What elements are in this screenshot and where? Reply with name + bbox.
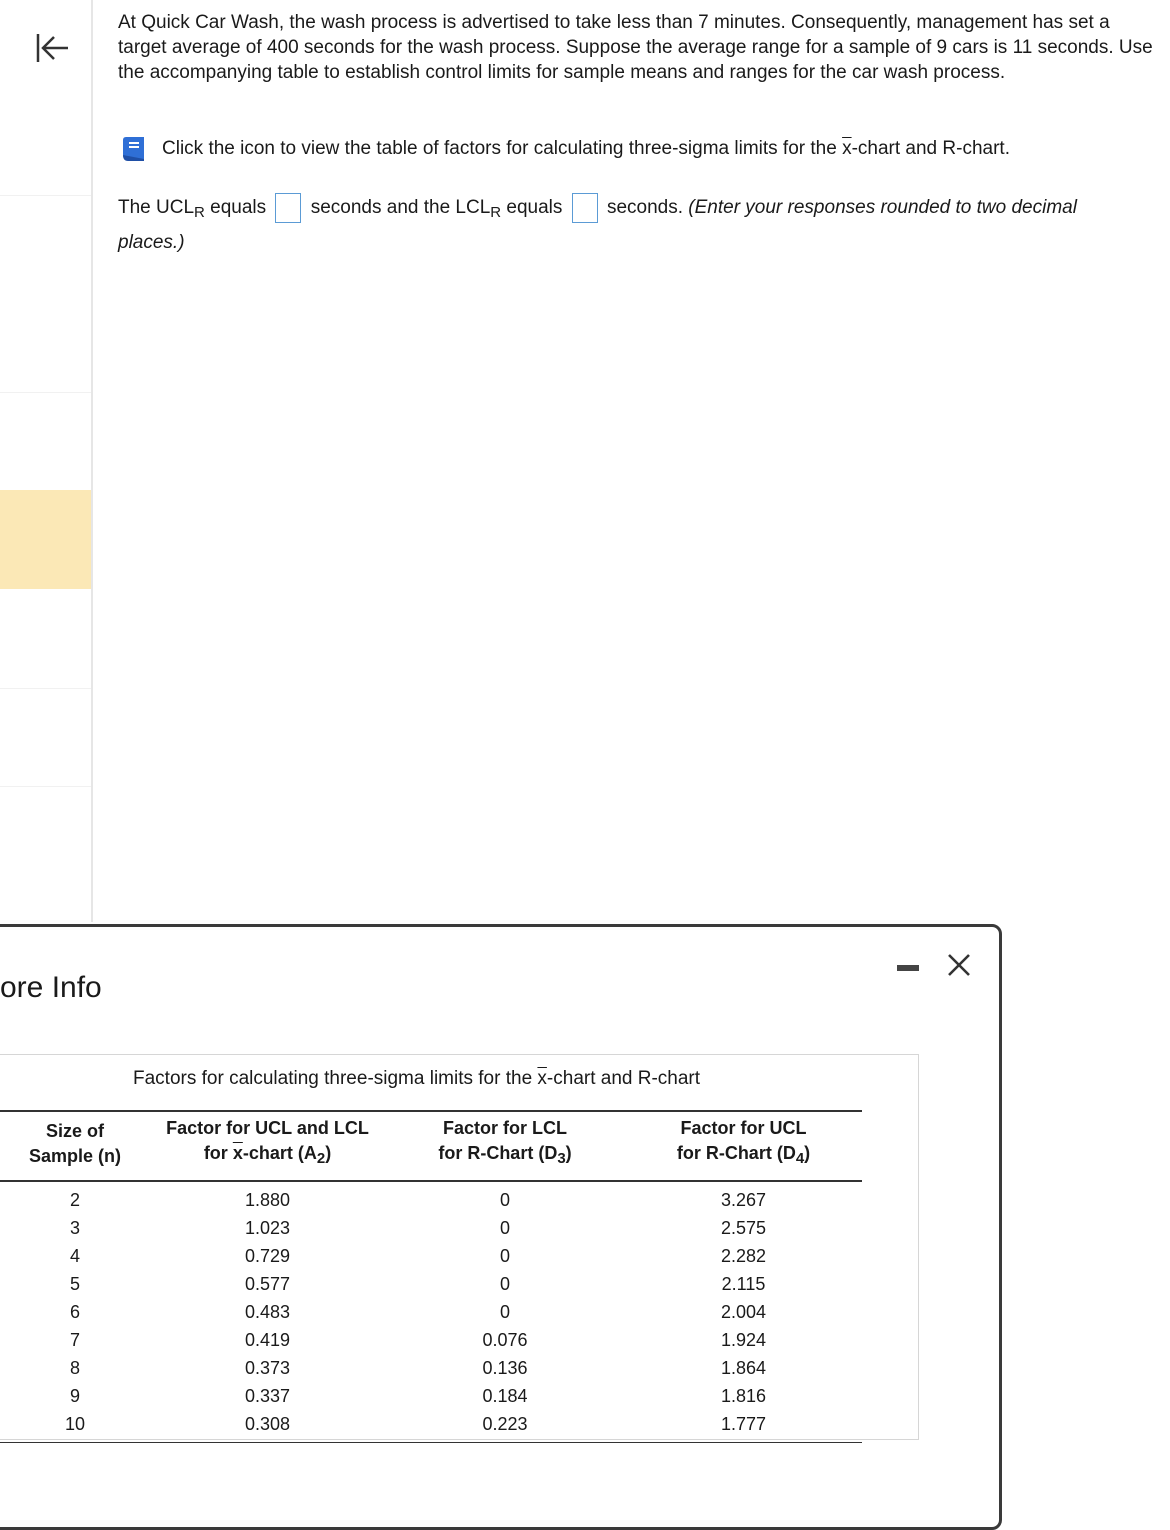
table-row <box>0 1181 862 1214</box>
rail-divider <box>0 786 91 787</box>
cell-sample-size: 6 <box>69 1302 80 1322</box>
table-row <box>0 1354 862 1382</box>
cell-d3: 0 <box>499 1302 510 1322</box>
cell-sample-size: 2 <box>69 1190 80 1210</box>
cell-a2: 0.373 <box>244 1358 291 1378</box>
table-row <box>0 1326 862 1354</box>
table-caption: Factors for calculating three-sigma limits for the $\overline{x}$-chart and R-chart <box>133 1068 701 1089</box>
table-row <box>0 1242 862 1270</box>
question-block <box>118 10 1158 85</box>
cell-d4: 2.575 <box>720 1218 767 1238</box>
cell-d4: 1.864 <box>720 1358 767 1378</box>
cell-d4: 3.267 <box>720 1190 767 1210</box>
rail-divider <box>0 195 91 196</box>
cell-d3: 0 <box>499 1190 510 1210</box>
cell-d3: 0.136 <box>482 1358 528 1378</box>
lcl-r-input[interactable] <box>572 193 598 223</box>
cell-d3: 0.223 <box>385 1410 625 1443</box>
collapse-left-icon[interactable] <box>34 30 70 66</box>
cell-d4: 2.115 <box>721 1274 766 1294</box>
cell-a2: 1.023 <box>244 1218 291 1238</box>
header-d3: Factor for LCL for R-Chart $(D_3)$ <box>385 1111 625 1181</box>
table-row <box>0 1298 862 1326</box>
factors-table <box>0 1110 862 1443</box>
cell-d4: 1.924 <box>720 1330 767 1350</box>
table-header-row <box>0 1111 862 1181</box>
cell-a2: 0.483 <box>244 1302 291 1322</box>
cell-d3: 0 <box>499 1246 510 1266</box>
cell-d4: 1.777 <box>625 1410 862 1443</box>
cell-d4: 1.816 <box>720 1386 767 1406</box>
minimize-icon[interactable] <box>897 965 919 971</box>
cell-a2: 1.880 <box>244 1190 291 1210</box>
book-icon[interactable] <box>118 134 148 164</box>
cell-sample-size: 4 <box>69 1246 80 1266</box>
cell-d4: 2.004 <box>720 1302 767 1322</box>
cell-sample-size: 9 <box>69 1386 80 1406</box>
cell-sample-size: 8 <box>69 1358 80 1378</box>
reference-row <box>118 134 1010 164</box>
rail-divider <box>0 688 91 689</box>
cell-a2: 0.419 <box>244 1330 291 1350</box>
reference-text[interactable]: Click the icon to view the table of factors for calculating three-sigma limits for the $\overline{x}$-chart and R-chart. <box>162 138 1010 159</box>
cell-sample-size: 3 <box>69 1218 80 1238</box>
header-sample-size: Size of Sample (n) <box>0 1111 150 1181</box>
table-row <box>0 1382 862 1410</box>
table-row <box>0 1410 862 1443</box>
cell-a2: 0.308 <box>150 1410 385 1443</box>
header-a2: Factor for UCL and LCL for $\overline{x}$-chart $(A_2)$ <box>150 1111 385 1181</box>
popup-title: ore Info <box>0 971 102 1004</box>
answer-instruction: (Enter your responses rounded to two decimal places.) <box>118 197 1077 254</box>
cell-sample-size: 5 <box>69 1274 80 1294</box>
table-row <box>0 1214 862 1242</box>
cell-d4: 2.282 <box>720 1246 767 1266</box>
ucl-r-input[interactable] <box>275 193 301 223</box>
cell-d3: 0 <box>499 1218 510 1238</box>
cell-a2: 0.577 <box>244 1274 291 1294</box>
cell-d3: 0 <box>499 1274 510 1294</box>
cell-d3: 0.184 <box>482 1386 528 1406</box>
cell-a2: 0.729 <box>244 1246 291 1266</box>
cell-a2: 0.337 <box>244 1386 291 1406</box>
cell-sample-size: 10 <box>0 1410 150 1443</box>
rail-highlight-item[interactable] <box>0 490 91 589</box>
close-icon[interactable] <box>946 950 972 980</box>
rail-divider <box>0 392 91 393</box>
table-row <box>0 1270 862 1298</box>
header-d4: Factor for UCL for R-Chart $(D_4)$ <box>625 1111 862 1181</box>
cell-sample-size: 7 <box>69 1330 80 1350</box>
cell-d3: 0.076 <box>482 1330 528 1350</box>
question-text: At Quick Car Wash, the wash process is advertised to take less than 7 minutes. Consequently, management has set a target average of 400 seconds for the wash process. Suppose the average range for a sample of 9 cars is 11 seconds. Use the accompanying table to establish control limits for sample means and ranges for the car wash process. <box>118 12 1153 83</box>
left-rail <box>0 0 93 922</box>
answer-block: The $UCL_R$ equals seconds and the $LCL_R$ equals seconds. (Enter your responses rounded to two decimal places.) <box>118 193 1078 258</box>
